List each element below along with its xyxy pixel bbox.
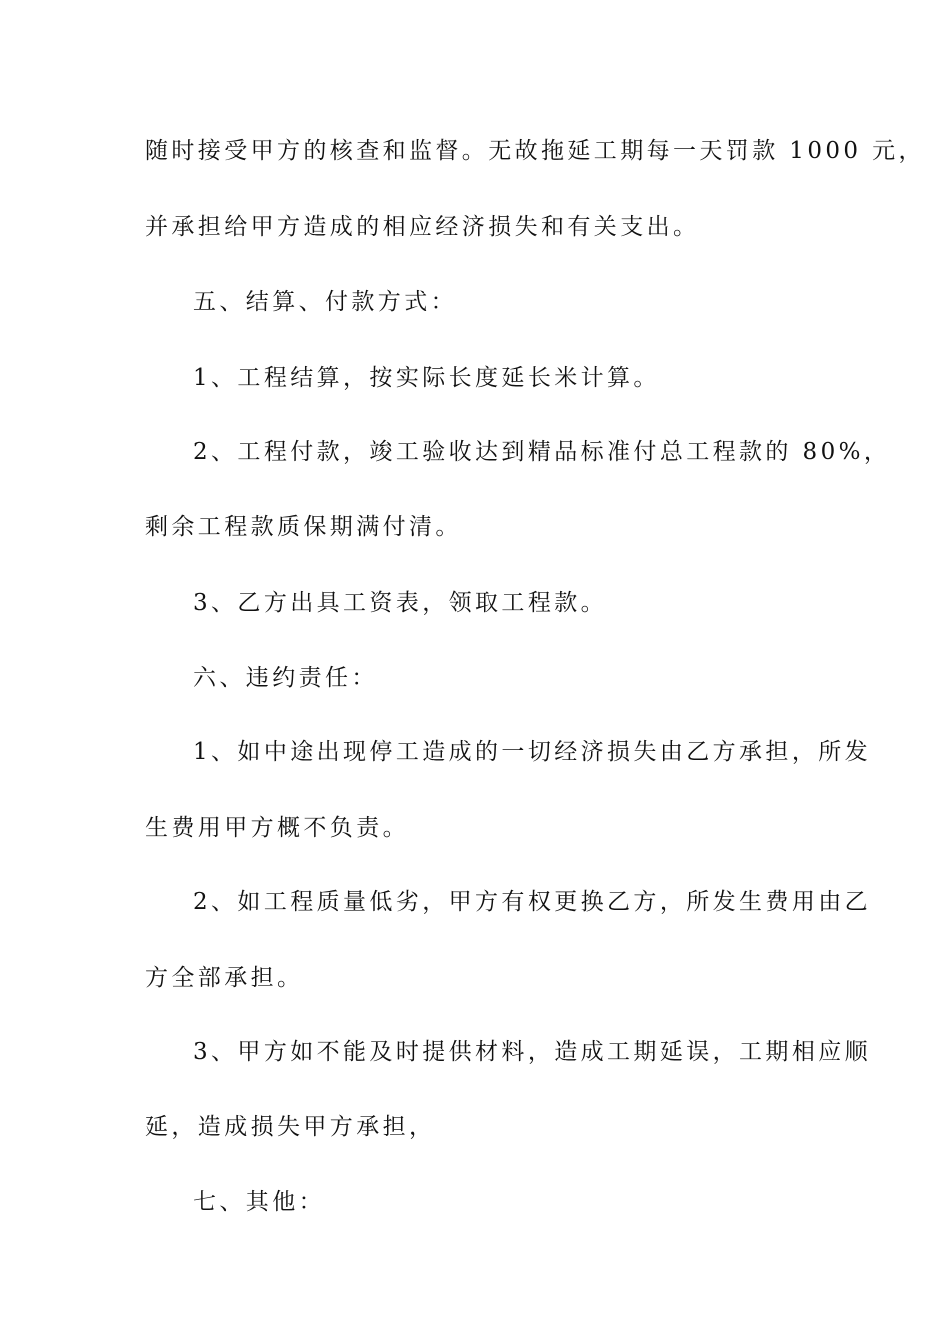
section-heading: 七、其他：: [193, 1189, 325, 1215]
paragraph-line: 3、甲方如不能及时提供材料，造成工期延误，工期相应顺: [193, 1039, 872, 1065]
paragraph-line: 3、乙方出具工资表，领取工程款。: [193, 590, 608, 616]
paragraph-line: 1、工程结算，按实际长度延长米计算。: [193, 365, 660, 391]
section-heading: 六、违约责任：: [193, 665, 378, 691]
paragraph-line: 剩余工程款质保期满付清。: [145, 514, 462, 540]
paragraph-line: 方全部承担。: [145, 965, 304, 991]
paragraph-line: 生费用甲方概不负责。: [145, 815, 409, 841]
paragraph-line: 1、如中途出现停工造成的一切经济损失由乙方承担，所发: [193, 739, 872, 765]
paragraph-line: 2、如工程质量低劣，甲方有权更换乙方，所发生费用由乙: [193, 889, 872, 915]
paragraph-line: 并承担给甲方造成的相应经济损失和有关支出。: [145, 214, 700, 240]
section-heading: 五、结算、付款方式：: [193, 289, 457, 315]
paragraph-line: 延，造成损失甲方承担，: [145, 1114, 436, 1140]
paragraph-line: 2、工程付款，竣工验收达到精品标准付总工程款的 80%，: [193, 439, 891, 465]
paragraph-line: 随时接受甲方的核查和监督。无故拖延工期每一天罚款 1000 元，: [145, 138, 925, 164]
